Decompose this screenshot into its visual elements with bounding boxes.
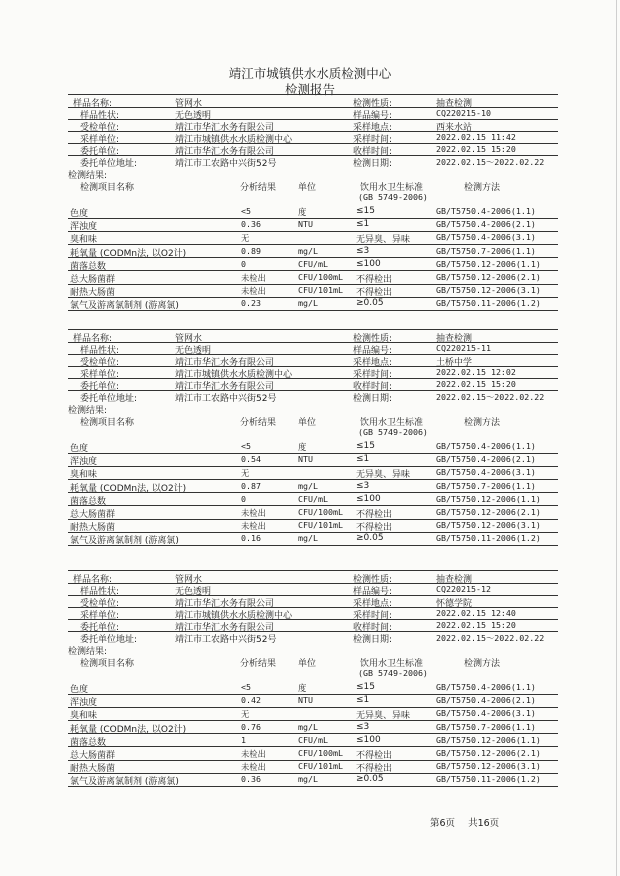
sampling-site-label: 采样地点: (353, 599, 393, 609)
sample-name-label: 样品名称: (73, 334, 113, 344)
results-label: 检测结果: (68, 647, 108, 657)
unit-value: 度 (298, 207, 307, 217)
col-method-header: 检测方法 (464, 659, 501, 669)
standard-value: 不得检出 (356, 288, 393, 299)
unit-value: NTU (298, 695, 313, 706)
sampling-unit-label: 采样单位: (80, 370, 120, 380)
receive-time-label: 收样时间: (353, 623, 393, 633)
sample-name-label: 样品名称: (73, 575, 113, 585)
method-value: GB/T5750.11-2006(1.2) (436, 298, 541, 309)
item-name: 菌落总数 (70, 737, 107, 748)
item-name: 总大肠菌群 (70, 275, 116, 285)
sampling-unit-value: 靖江市城镇供水水质检测中心 (175, 135, 293, 145)
col-standard-header: 饮用水卫生标准 (360, 418, 424, 428)
item-name: 臭和味 (70, 470, 98, 481)
sample-section (68, 94, 558, 354)
col-standard-header: 饮用水卫生标准 (360, 659, 424, 669)
result-value: 0.36 (241, 219, 261, 230)
result-value: 0.54 (241, 454, 261, 465)
sampling-time-value: 2022.02.15 12:02 (436, 367, 516, 377)
item-name: 氯气及游离氯制剂 (游离氯) (70, 301, 179, 312)
sampling-time-label: 采样时间: (353, 611, 393, 621)
item-name: 色度 (70, 444, 89, 454)
standard-value: 无异臭、异味 (356, 235, 411, 246)
item-name: 浑浊度 (70, 222, 98, 233)
standard-value: 不得检出 (356, 275, 393, 285)
test-nature-label: 检测性质: (353, 334, 393, 344)
standard-value: ≤100 (356, 493, 381, 504)
item-name: 总大肠菌群 (70, 751, 116, 761)
col-method-header: 检测方法 (464, 418, 501, 428)
col-unit-header: 单位 (298, 418, 317, 428)
col-method-header: 检测方法 (464, 183, 501, 193)
sample-desc-value: 无色透明 (175, 346, 212, 356)
test-date-label: 检测日期: (353, 635, 393, 645)
result-value: <5 (241, 206, 251, 216)
item-name: 氯气及游离氯制剂 (游离氯) (70, 777, 179, 788)
unit-value: mg/L (298, 245, 318, 256)
page-number: 第6页 (430, 818, 456, 829)
test-date-value: 2022.02.15～2022.02.22 (436, 392, 545, 402)
entrusted-unit-label: 委托单位: (80, 382, 120, 392)
item-name: 耗氧量 (CODMn法, 以O2计) (70, 483, 187, 494)
col-item-header: 检测项目名称 (80, 659, 135, 669)
method-value: GB/T5750.12-2006(2.1) (436, 507, 541, 517)
method-value: GB/T5750.7-2006(1.1) (436, 480, 536, 491)
standard-value: ≤1 (356, 219, 370, 230)
item-name: 耐热大肠菌 (70, 764, 116, 775)
standard-value: ≤1 (356, 454, 370, 465)
standard-value: ≥0.05 (356, 533, 384, 544)
item-name: 氯气及游离氯制剂 (游离氯) (70, 536, 179, 547)
info-row-rule (68, 595, 558, 596)
result-value: 0.87 (241, 480, 261, 491)
client-unit-value: 靖江市华汇水务有限公司 (175, 599, 275, 609)
method-value: GB/T5750.11-2006(1.2) (436, 533, 541, 544)
result-value: 0 (241, 493, 246, 504)
standard-value: ≥0.05 (356, 298, 384, 309)
item-name: 臭和味 (70, 711, 98, 722)
row-rule (68, 545, 558, 546)
result-value: 未检出 (241, 762, 266, 773)
test-nature-value: 抽查检测 (436, 334, 473, 344)
unit-value: CFU/100mL (298, 748, 343, 758)
unit-value: mg/L (298, 298, 318, 309)
standard-value: ≤100 (356, 734, 381, 745)
standard-value: ≤100 (356, 258, 381, 269)
col-standard-subheader: (GB 5749-2006) (358, 668, 428, 678)
test-date-label: 检测日期: (353, 394, 393, 404)
unit-value: CFU/100mL (298, 507, 343, 517)
method-value: GB/T5750.12-2006(3.1) (436, 520, 541, 531)
sampling-unit-label: 采样单位: (80, 135, 120, 145)
method-value: GB/T5750.12-2006(3.1) (436, 285, 541, 296)
standard-value: ≤15 (356, 206, 375, 216)
sample-name-value: 管网水 (175, 575, 203, 585)
unit-value: CFU/101mL (298, 761, 343, 772)
unit-value: CFU/100mL (298, 272, 343, 282)
page-footer (430, 815, 509, 829)
result-value: 未检出 (241, 286, 266, 297)
info-row-rule (68, 119, 558, 120)
entrusted-address-value: 靖江市工农路中兴街52号 (175, 635, 277, 645)
unit-value: mg/L (298, 480, 318, 491)
item-name: 菌落总数 (70, 496, 107, 507)
section-top-rule (68, 570, 558, 571)
result-value: 0.16 (241, 533, 261, 544)
receive-time-label: 收样时间: (353, 382, 393, 392)
unit-value: 度 (298, 683, 307, 693)
section-top-rule (68, 329, 558, 330)
standard-value: 无异臭、异味 (356, 470, 411, 481)
entrusted-unit-value: 靖江市华汇水务有限公司 (175, 623, 275, 633)
standard-value: ≤15 (356, 682, 375, 692)
sampling-unit-value: 靖江市城镇供水水质检测中心 (175, 370, 293, 380)
standard-value: ≤1 (356, 695, 370, 706)
test-nature-value: 抽查检测 (436, 575, 473, 585)
sample-desc-label: 样品性状: (80, 346, 120, 356)
col-item-header: 检测项目名称 (80, 183, 135, 193)
sample-desc-label: 样品性状: (80, 587, 120, 597)
sample-number-value: CQ220215-11 (436, 343, 491, 353)
result-value: 未检出 (241, 273, 266, 283)
method-value: GB/T5750.4-2006(3.1) (436, 232, 536, 243)
sampling-unit-label: 采样单位: (80, 611, 120, 621)
method-value: GB/T5750.4-2006(3.1) (436, 708, 536, 719)
entrusted-unit-value: 靖江市华汇水务有限公司 (175, 382, 275, 392)
client-unit-value: 靖江市华汇水务有限公司 (175, 123, 275, 133)
test-nature-label: 检测性质: (353, 575, 393, 585)
sampling-site-value: 西来水站 (436, 123, 473, 133)
sampling-unit-value: 靖江市城镇供水水质检测中心 (175, 611, 293, 621)
item-name: 耐热大肠菌 (70, 288, 116, 299)
method-value: GB/T5750.4-2006(1.1) (436, 206, 536, 216)
sampling-site-label: 采样地点: (353, 358, 393, 368)
section-top-rule (68, 94, 558, 95)
unit-value: 度 (298, 442, 307, 452)
scan-edge (616, 0, 617, 876)
standard-value: ≤15 (356, 441, 375, 451)
method-value: GB/T5750.7-2006(1.1) (436, 721, 536, 732)
client-unit-label: 受检单位: (80, 599, 120, 609)
unit-value: CFU/mL (298, 734, 328, 745)
sample-number-label: 样品编号: (353, 111, 393, 121)
col-result-header: 分析结果 (240, 659, 277, 669)
col-unit-header: 单位 (298, 659, 317, 669)
sample-number-value: CQ220215-12 (436, 584, 491, 594)
result-value: <5 (241, 441, 251, 451)
entrusted-address-label: 委托单位地址: (80, 159, 138, 169)
col-result-header: 分析结果 (240, 418, 277, 428)
sample-desc-value: 无色透明 (175, 587, 212, 597)
result-value: 0.89 (241, 245, 261, 256)
sample-name-value: 管网水 (175, 99, 203, 109)
standard-value: 不得检出 (356, 764, 393, 775)
sample-name-value: 管网水 (175, 334, 203, 344)
result-value: 未检出 (241, 508, 266, 518)
page-total: 共16页 (468, 818, 500, 829)
sample-number-value: CQ220215-10 (436, 108, 491, 118)
sample-desc-label: 样品性状: (80, 111, 120, 121)
method-value: GB/T5750.4-2006(1.1) (436, 682, 536, 692)
result-value: 未检出 (241, 521, 266, 532)
item-name: 耗氧量 (CODMn法, 以O2计) (70, 724, 187, 735)
method-value: GB/T5750.12-2006(2.1) (436, 748, 541, 758)
row-rule (68, 310, 558, 311)
test-nature-value: 抽查检测 (436, 99, 473, 109)
method-value: GB/T5750.4-2006(2.1) (436, 454, 536, 465)
unit-value: CFU/101mL (298, 520, 343, 531)
entrusted-address-value: 靖江市工农路中兴街52号 (175, 159, 277, 169)
col-result-header: 分析结果 (240, 183, 277, 193)
info-row-rule (68, 354, 558, 355)
result-value: 无 (241, 233, 250, 244)
unit-value: NTU (298, 454, 313, 465)
result-value: 0.76 (241, 721, 261, 732)
receive-time-label: 收样时间: (353, 147, 393, 157)
result-value: <5 (241, 682, 251, 692)
client-unit-label: 受检单位: (80, 123, 120, 133)
item-name: 色度 (70, 685, 89, 695)
result-value: 0 (241, 258, 246, 269)
test-date-label: 检测日期: (353, 159, 393, 169)
col-item-header: 检测项目名称 (80, 418, 135, 428)
unit-value: CFU/mL (298, 493, 328, 504)
entrusted-address-label: 委托单位地址: (80, 635, 138, 645)
method-value: GB/T5750.4-2006(1.1) (436, 441, 536, 451)
standard-value: ≥0.05 (356, 774, 384, 785)
col-unit-header: 单位 (298, 183, 317, 193)
entrusted-address-label: 委托单位地址: (80, 394, 138, 404)
result-value: 无 (241, 468, 250, 479)
results-label: 检测结果: (68, 171, 108, 181)
receive-time-value: 2022.02.15 15:20 (436, 620, 516, 630)
entrusted-unit-label: 委托单位: (80, 147, 120, 157)
method-value: GB/T5750.12-2006(1.1) (436, 734, 541, 745)
method-value: GB/T5750.12-2006(1.1) (436, 493, 541, 504)
sampling-time-value: 2022.02.15 12:40 (436, 608, 516, 618)
sampling-time-label: 采样时间: (353, 135, 393, 145)
standard-value: 不得检出 (356, 523, 393, 534)
receive-time-value: 2022.02.15 15:20 (436, 379, 516, 389)
result-value: 1 (241, 734, 246, 745)
col-standard-subheader: (GB 5749-2006) (358, 192, 428, 202)
sampling-site-value: 怀德学院 (436, 599, 473, 609)
test-date-value: 2022.02.15～2022.02.22 (436, 633, 545, 643)
sample-section (68, 570, 558, 830)
standard-value: ≤3 (356, 721, 370, 732)
sample-number-label: 样品编号: (353, 587, 393, 597)
item-name: 耐热大肠菌 (70, 523, 116, 534)
receive-time-value: 2022.02.15 15:20 (436, 144, 516, 154)
item-name: 臭和味 (70, 235, 98, 246)
sample-section (68, 329, 558, 589)
method-value: GB/T5750.4-2006(3.1) (436, 467, 536, 478)
sampling-site-value: 土桥中学 (436, 358, 473, 368)
entrusted-address-value: 靖江市工农路中兴街52号 (175, 394, 277, 404)
item-name: 耗氧量 (CODMn法, 以O2计) (70, 248, 187, 259)
item-name: 菌落总数 (70, 261, 107, 272)
unit-value: NTU (298, 219, 313, 230)
result-value: 无 (241, 709, 250, 720)
sampling-site-label: 采样地点: (353, 123, 393, 133)
test-date-value: 2022.02.15～2022.02.22 (436, 157, 545, 167)
sample-number-label: 样品编号: (353, 346, 393, 356)
method-value: GB/T5750.4-2006(2.1) (436, 695, 536, 706)
sampling-time-label: 采样时间: (353, 370, 393, 380)
method-value: GB/T5750.12-2006(2.1) (436, 272, 541, 282)
standard-value: ≤3 (356, 245, 370, 256)
unit-value: mg/L (298, 533, 318, 544)
org-title: 靖江市城镇供水水质检测中心 (228, 66, 392, 81)
row-rule (68, 786, 558, 787)
sampling-time-value: 2022.02.15 11:42 (436, 132, 516, 142)
unit-value: CFU/101mL (298, 285, 343, 296)
results-label: 检测结果: (68, 406, 108, 416)
report-title: 检测报告 (284, 82, 335, 97)
result-value: 0.36 (241, 774, 261, 785)
item-name: 总大肠菌群 (70, 510, 116, 520)
item-name: 浑浊度 (70, 698, 98, 709)
standard-value: ≤3 (356, 480, 370, 491)
unit-value: mg/L (298, 721, 318, 732)
unit-value: CFU/mL (298, 258, 328, 269)
sample-desc-value: 无色透明 (175, 111, 212, 121)
standard-value: 不得检出 (356, 510, 393, 520)
client-unit-label: 受检单位: (80, 358, 120, 368)
result-value: 0.42 (241, 695, 261, 706)
sample-name-label: 样品名称: (73, 99, 113, 109)
item-name: 浑浊度 (70, 457, 98, 468)
method-value: GB/T5750.12-2006(3.1) (436, 761, 541, 772)
item-name: 色度 (70, 209, 89, 219)
entrusted-unit-value: 靖江市华汇水务有限公司 (175, 147, 275, 157)
method-value: GB/T5750.7-2006(1.1) (436, 245, 536, 256)
client-unit-value: 靖江市华汇水务有限公司 (175, 358, 275, 368)
test-nature-label: 检测性质: (353, 99, 393, 109)
entrusted-unit-label: 委托单位: (80, 623, 120, 633)
result-value: 0.23 (241, 298, 261, 309)
unit-value: mg/L (298, 774, 318, 785)
standard-value: 无异臭、异味 (356, 711, 411, 722)
method-value: GB/T5750.12-2006(1.1) (436, 258, 541, 269)
standard-value: 不得检出 (356, 751, 393, 761)
col-standard-header: 饮用水卫生标准 (360, 183, 424, 193)
col-standard-subheader: (GB 5749-2006) (358, 427, 428, 437)
method-value: GB/T5750.11-2006(1.2) (436, 774, 541, 785)
method-value: GB/T5750.4-2006(2.1) (436, 219, 536, 230)
result-value: 未检出 (241, 749, 266, 759)
